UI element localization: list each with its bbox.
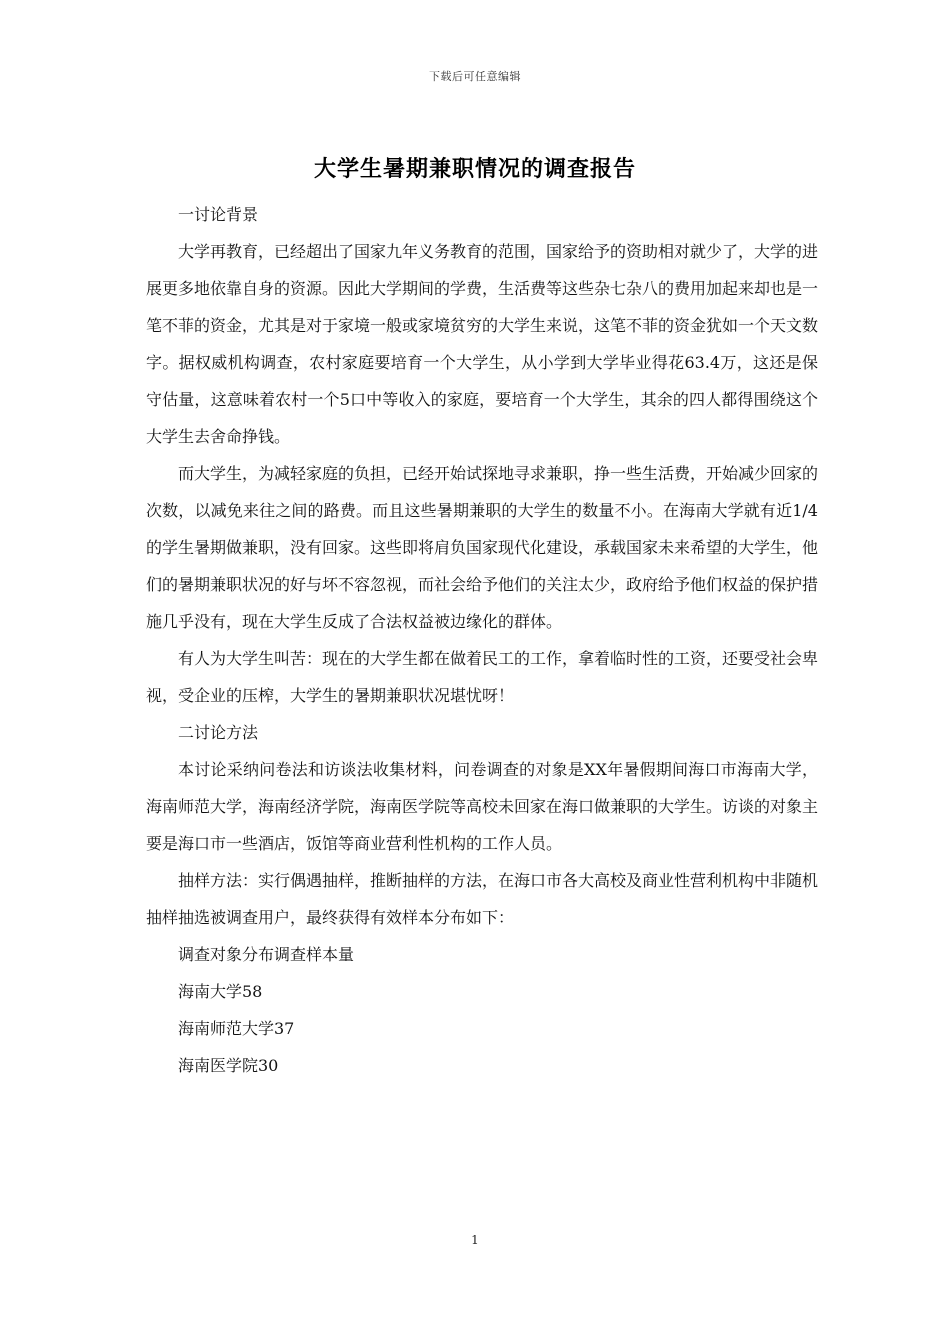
- page-header-note: 下载后可任意编辑: [429, 70, 521, 83]
- page-number: 1: [471, 1233, 479, 1247]
- sample-list-item: 海南师范大学37: [178, 1019, 295, 1038]
- sample-list-item: 海南医学院30: [178, 1056, 279, 1075]
- section-heading-method: 二讨论方法: [178, 723, 259, 742]
- body-paragraph: 本讨论采纳问卷法和访谈法收集材料，问卷调查的对象是XX年暑假期间海口市海南大学，海南师范大学，海南经济学院，海南医学院等高校未回家在海口做兼职的大学生。访谈的对象主要是海口市一些酒店，饭馆等商业营利性机构的工作人员。: [146, 760, 819, 853]
- body-paragraph: 抽样方法：实行偶遇抽样，推断抽样的方法，在海口市各大高校及商业性营利机构中非随机抽样抽选被调查用户，最终获得有效样本分布如下：: [146, 871, 819, 927]
- body-paragraph: 而大学生，为减轻家庭的负担，已经开始试探地寻求兼职，挣一些生活费，开始减少回家的次数，以减免来往之间的路费。而且这些暑期兼职的大学生的数量不小。在海南大学就有近1/4的学生暑期做兼职，没有回家。这些即将肩负国家现代化建设，承载国家未来希望的大学生，他们的暑期兼职状况的好与坏不容忽视，而社会给予他们的关注太少，政府给予他们权益的保护措施几乎没有，现在大学生反成了合法权益被边缘化的群体。: [146, 464, 819, 631]
- document-title: 大学生暑期兼职情况的调查报告: [313, 156, 636, 182]
- document-body: [146, 196, 818, 1084]
- body-paragraph: 大学再教育，已经超出了国家九年义务教育的范围，国家给予的资助相对就少了，大学的进展更多地依靠自身的资源。因此大学期间的学费，生活费等这些杂七杂八的费用加起来却也是一笔不菲的资金，尤其是对于家境一般或家境贫穷的大学生来说，这笔不菲的资金犹如一个天文数字。据权威机构调查，农村家庭要培育一个大学生，从小学到大学毕业得花63.4万，这还是保守估量，这意味着农村一个5口中等收入的家庭，要培育一个大学生，其余的四人都得围绕这个大学生去舍命挣钱。: [146, 242, 819, 446]
- sample-list-item: 海南大学58: [178, 982, 263, 1001]
- sample-list-header: 调查对象分布调查样本量: [178, 945, 355, 964]
- body-paragraph: 有人为大学生叫苦：现在的大学生都在做着民工的工作，拿着临时性的工资，还要受社会卑视，受企业的压榨，大学生的暑期兼职状况堪忧呀！: [146, 649, 819, 705]
- section-heading-background: 一讨论背景: [178, 205, 259, 224]
